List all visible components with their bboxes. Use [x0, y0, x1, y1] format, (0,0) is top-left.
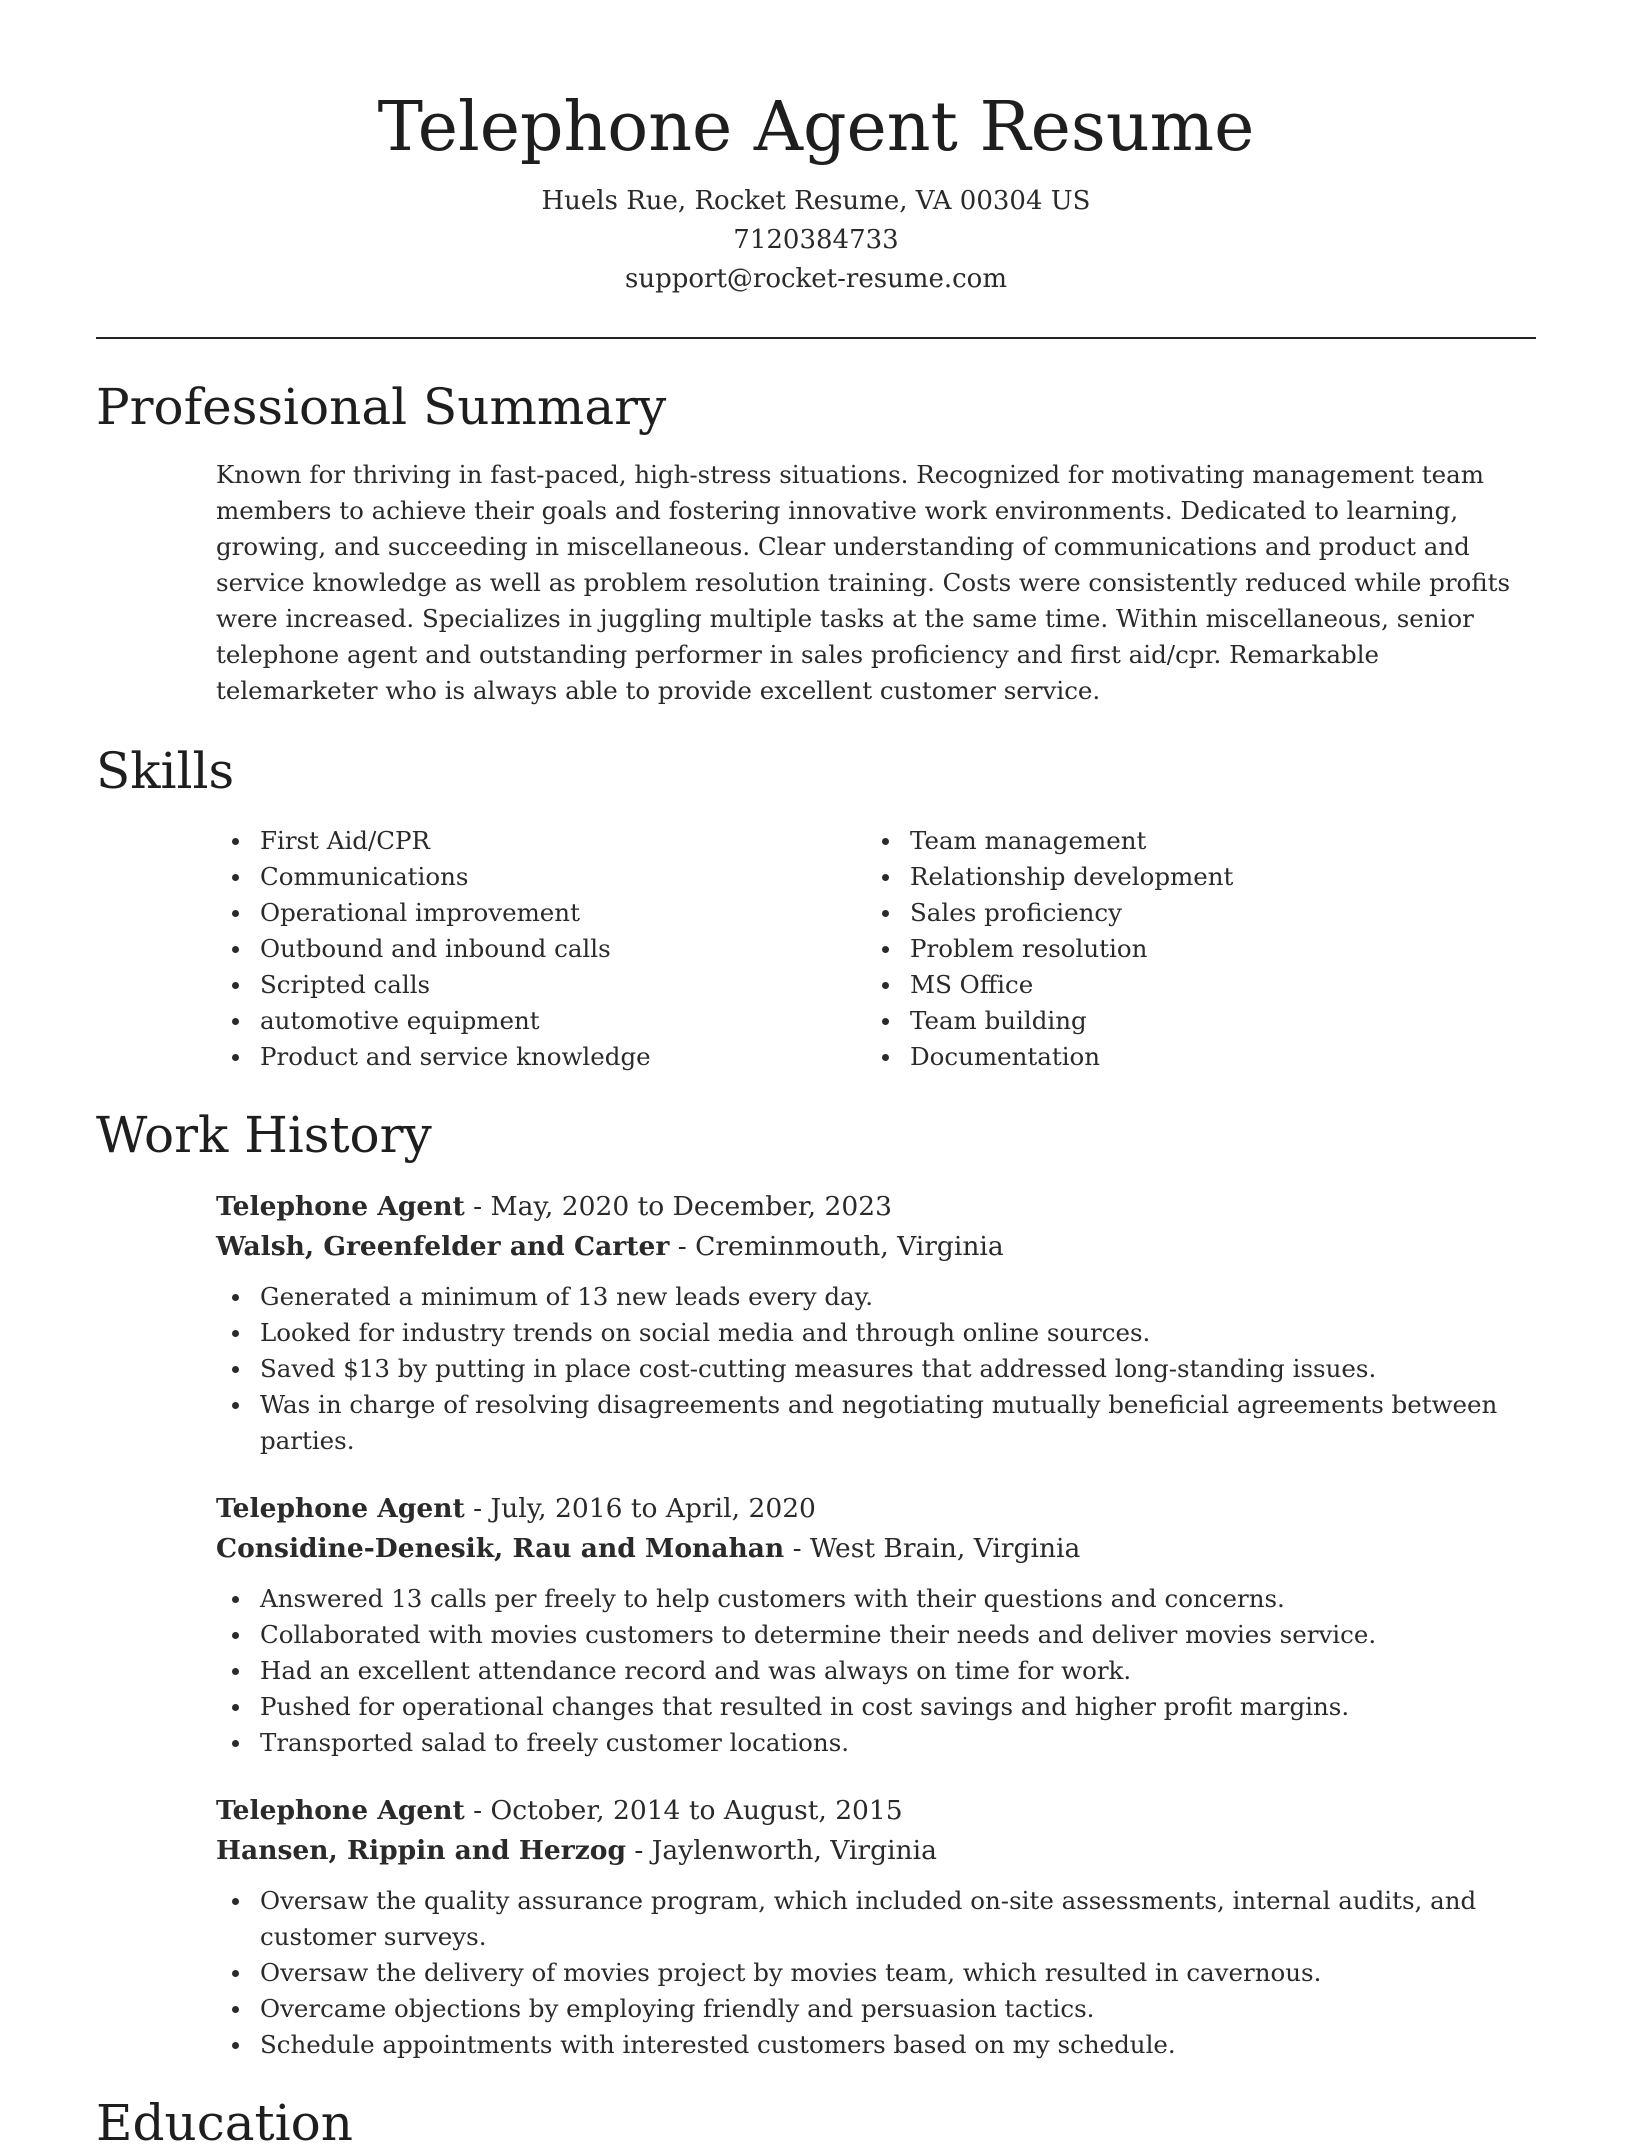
job-location: - Jaylenworth, Virginia [626, 1835, 937, 1866]
job-company-line [216, 1529, 1536, 1569]
education-section [96, 2093, 1536, 2153]
job-title-line [216, 1791, 1536, 1831]
job-company-line [216, 1831, 1536, 1871]
contact-address: Huels Rue, Rocket Resume, VA 00304 US [541, 186, 1091, 216]
job-title-line [216, 1489, 1536, 1529]
job-bullet: Collaborated with movies customers to determine their needs and deliver movies service. [216, 1617, 1536, 1653]
job-bullet: Oversaw the delivery of movies project by movies team, which resulted in cavernous. [216, 1955, 1536, 1991]
job-entry [216, 1187, 1536, 1459]
contact-phone: 7120384733 [733, 225, 899, 255]
summary-heading: Professional Summary [96, 378, 667, 436]
skill-item: Operational improvement [216, 895, 866, 931]
resume-page [96, 0, 1536, 2153]
job-bullet: Was in charge of resolving disagreements and negotiating mutually beneficial agreements between parties. [216, 1387, 1536, 1459]
job-bullet: Pushed for operational changes that resulted in cost savings and higher profit margins. [216, 1689, 1536, 1725]
work-history-section [96, 1105, 1536, 2063]
resume-title: Telephone Agent Resume [377, 88, 1255, 167]
job-bullets [216, 1883, 1536, 2063]
skill-item: automotive equipment [216, 1003, 866, 1039]
summary-section [96, 377, 1536, 709]
job-bullets [216, 1279, 1536, 1459]
job-bullet: Saved $13 by putting in place cost-cutting measures that addressed long-standing issues. [216, 1351, 1536, 1387]
header-divider [96, 337, 1536, 339]
education-heading: Education [96, 2094, 353, 2152]
job-bullet: Transported salad to freely customer locations. [216, 1725, 1536, 1761]
skills-section [96, 741, 1536, 1075]
skills-grid [216, 823, 1536, 1075]
job-bullet: Schedule appointments with interested customers based on my schedule. [216, 2027, 1536, 2063]
job-bullet: Oversaw the quality assurance program, which included on-site assessments, internal audits, and customer surveys. [216, 1883, 1536, 1955]
contact-block [96, 182, 1536, 299]
job-bullet: Answered 13 calls per freely to help customers with their questions and concerns. [216, 1581, 1536, 1617]
skill-item: Problem resolution [866, 931, 1516, 967]
contact-email: support@rocket-resume.com [624, 264, 1007, 294]
job-bullet: Generated a minimum of 13 new leads every day. [216, 1279, 1536, 1315]
job-dates: - July, 2016 to April, 2020 [464, 1493, 816, 1524]
job-dates: - October, 2014 to August, 2015 [464, 1795, 903, 1826]
job-title: Telephone Agent [216, 1191, 465, 1222]
work-history-heading: Work History [96, 1106, 432, 1164]
job-bullet: Had an excellent attendance record and was always on time for work. [216, 1653, 1536, 1689]
job-title-line [216, 1187, 1536, 1227]
skills-column-right [866, 823, 1516, 1075]
skill-item: MS Office [866, 967, 1516, 1003]
skill-item: Outbound and inbound calls [216, 931, 866, 967]
job-location: - Creminmouth, Virginia [669, 1231, 1004, 1262]
resume-header [96, 0, 1536, 299]
skills-heading: Skills [96, 742, 235, 800]
job-company: Considine-Denesik, Rau and Monahan [216, 1533, 785, 1564]
job-company: Hansen, Rippin and Herzog [216, 1835, 626, 1866]
job-title: Telephone Agent [216, 1795, 465, 1826]
summary-text: Known for thriving in fast-paced, high-stress situations. Recognized for motivating management team members to achieve their goals and fostering innovative work environments. Dedicated to learning, growing, and succeeding in miscellaneous. Clear understanding of communications and product and service knowledge as well as problem resolution training. Costs were consistently reduced while profits were increased. Specializes in juggling multiple tasks at the same time. Within miscellaneous, senior telephone agent and outstanding performer in sales proficiency and first aid/cpr. Remarkable telemarketer who is always able to provide excellent customer service. [216, 460, 1511, 705]
skill-item: Scripted calls [216, 967, 866, 1003]
job-title: Telephone Agent [216, 1493, 465, 1524]
skill-item: Relationship development [866, 859, 1516, 895]
skill-item: First Aid/CPR [216, 823, 866, 859]
job-entry [216, 1489, 1536, 1761]
skill-item: Team management [866, 823, 1516, 859]
job-entry [216, 1791, 1536, 2063]
job-company-line [216, 1227, 1536, 1267]
job-dates: - May, 2020 to December, 2023 [464, 1191, 892, 1222]
job-bullets [216, 1581, 1536, 1761]
skill-item: Documentation [866, 1039, 1516, 1075]
skill-item: Product and service knowledge [216, 1039, 866, 1075]
job-location: - West Brain, Virginia [784, 1533, 1081, 1564]
job-bullet: Overcame objections by employing friendly and persuasion tactics. [216, 1991, 1536, 2027]
skills-column-left [216, 823, 866, 1075]
skill-item: Sales proficiency [866, 895, 1516, 931]
skill-item: Team building [866, 1003, 1516, 1039]
skill-item: Communications [216, 859, 866, 895]
job-bullet: Looked for industry trends on social media and through online sources. [216, 1315, 1536, 1351]
job-company: Walsh, Greenfelder and Carter [216, 1231, 670, 1262]
